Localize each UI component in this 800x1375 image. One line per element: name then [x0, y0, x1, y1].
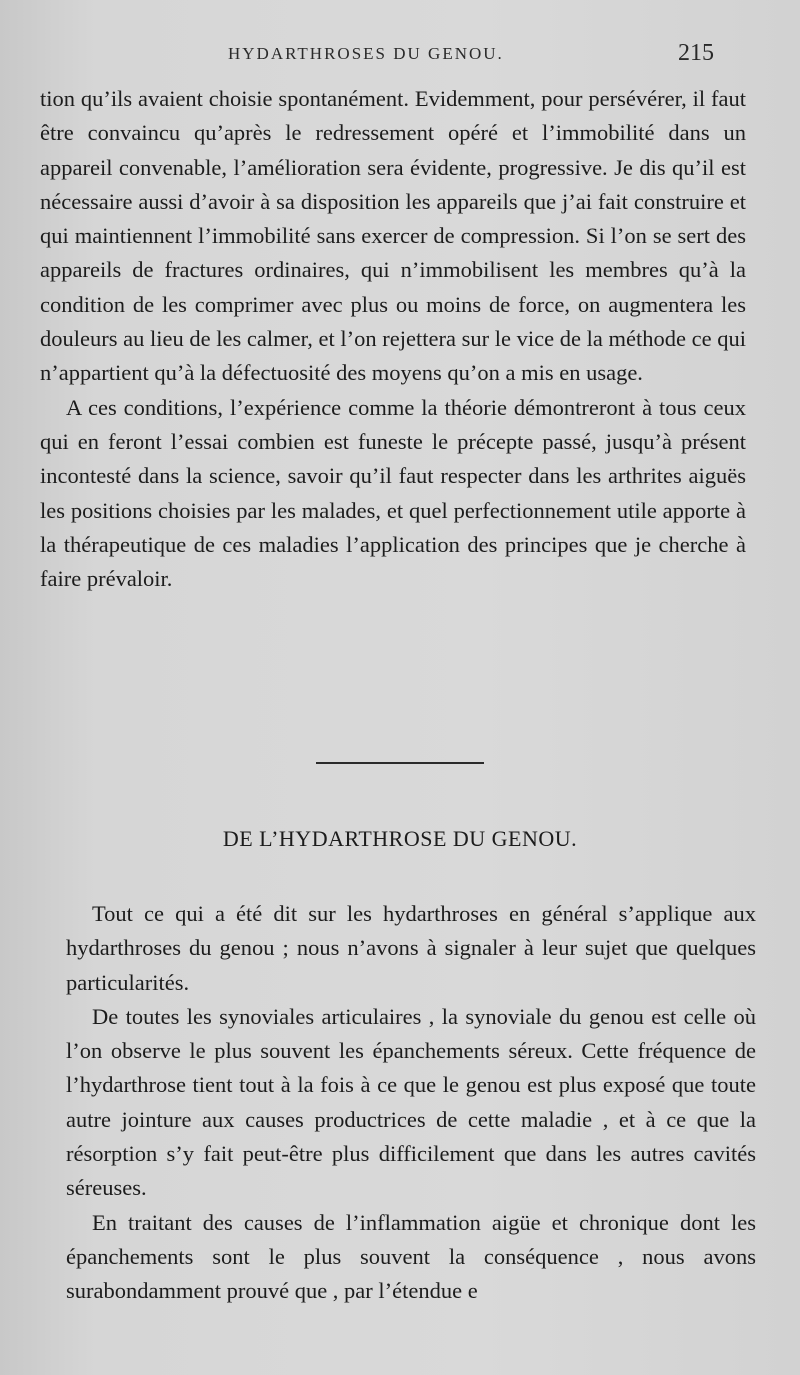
page-number: 215: [678, 40, 714, 66]
running-title: HYDARTHROSES DU GENOU.: [228, 44, 504, 63]
text-block-section: [66, 897, 756, 1309]
section-divider: [316, 762, 484, 764]
paragraph: tion qu’ils avaient choisie spontanément. Evidemment, pour persévérer, il faut être convaincu qu’après le redressement opéré et l’immobilité dans un appareil convenable, l’amélioration sera évidente, progressive. Je dis qu’il est nécessaire aussi d’avoir à sa disposition les appareils que j’ai fait construire et qui maintiennent l’immobilité sans exercer de compression. Si l’on se sert des appareils de fractures ordinaires, qui n’immobilisent les membres qu’à la condition de les comprimer avec plus ou moins de force, on augmentera les douleurs au lieu de les calmer, et l’on rejettera sur le vice de la méthode ce qui n’appartient qu’à la défectuosité des moyens qu’on a mis en usage.: [40, 86, 746, 386]
paragraph: Tout ce qui a été dit sur les hydarthroses en général s’applique aux hydarthroses du genou ; nous n’avons à signaler à leur sujet que quelques particularités.: [66, 901, 756, 995]
section-heading: DE L’HYDARTHROSE DU GENOU.: [222, 826, 578, 851]
paragraph: De toutes les synoviales articulaires , la synoviale du genou est celle où l’on observe le plus souvent les épanchements séreux. Cette fréquence de l’hydarthrose tient tout à la fois à ce que le genou est plus exposé que toute autre jointure aux causes productrices de cette maladie , et à ce que la résorption s’y fait peut-être plus difficilement que dans les autres cavités séreuses.: [66, 1003, 756, 1201]
paragraph: En traitant des causes de l’inflammation aigüe et chronique dont les épanchements sont le plus souvent la conséquence , nous avons surabondamment prouvé que , par l’étendue e: [66, 1209, 756, 1304]
paragraph: A ces conditions, l’expérience comme la théorie démontreront à tous ceux qui en feront l’essai combien est funeste le précepte passé, jusqu’à présent incontesté dans la science, savoir qu’il faut respecter dans les arthrites aiguës les positions choisies par les malades, et quel perfectionnement utile apporte à la thérapeutique de ces maladies l’application des principes que je cherche à faire prévaloir.: [40, 394, 746, 592]
text-block-continuation: [40, 82, 746, 596]
running-head: [0, 40, 800, 70]
